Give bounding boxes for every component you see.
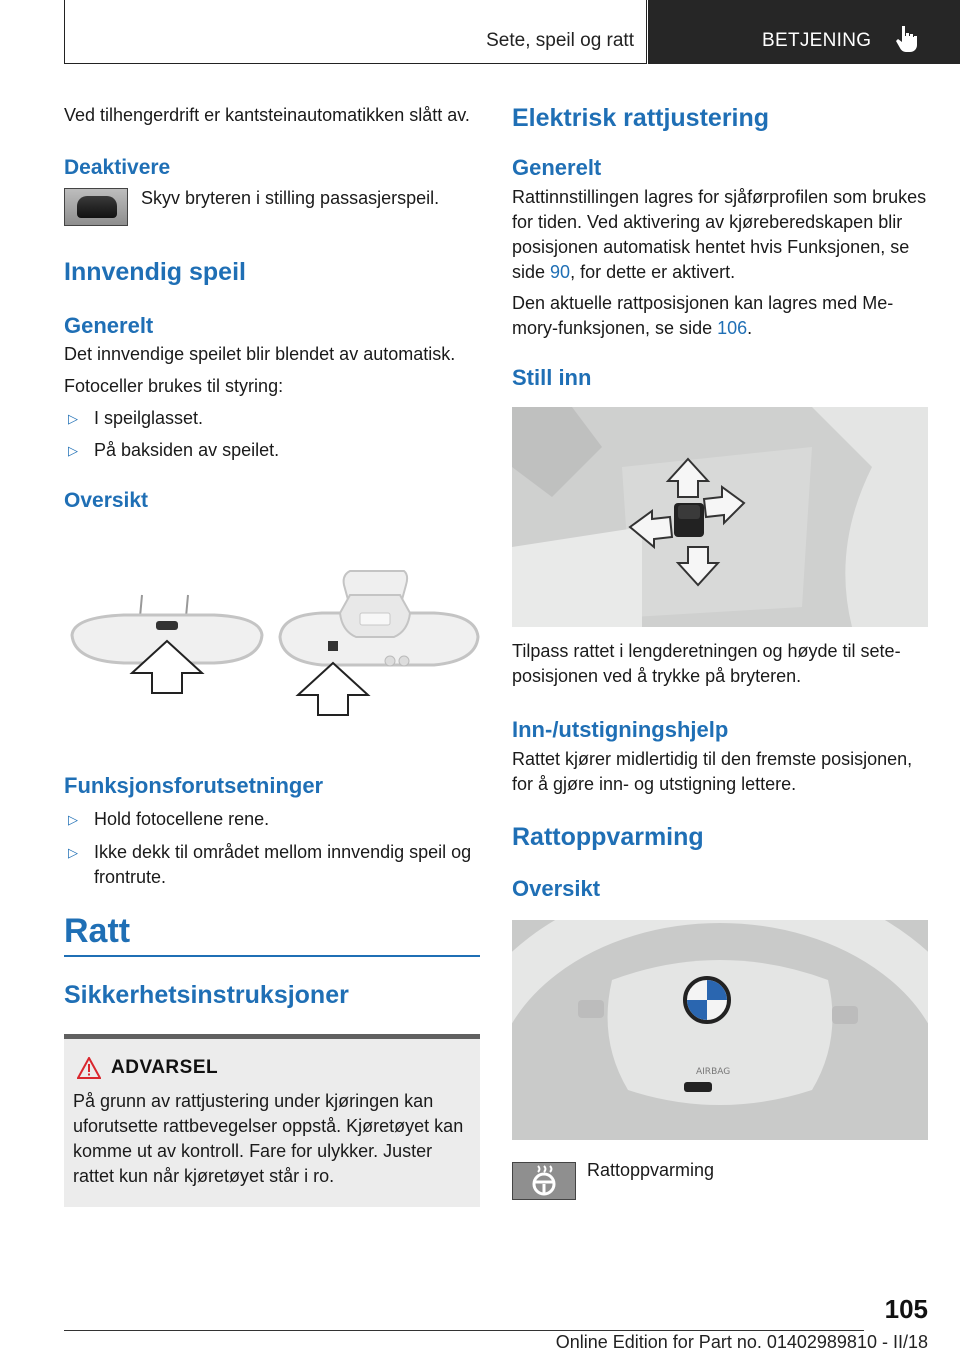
heating-label: Rattoppvarming xyxy=(587,1160,715,1180)
warning-box xyxy=(64,1034,480,1207)
elec-heading: Elektrisk rattjustering xyxy=(512,104,770,132)
steering-heat-icon xyxy=(512,1162,576,1200)
entry-heading: Inn-/utstigningshjelp xyxy=(512,717,729,742)
section-tab xyxy=(64,0,647,64)
steering-wheel-photo xyxy=(512,920,928,1140)
warning-text: På grunn av rattjustering under kjøringen kan uforutsette rattbevegelser oppstå. Kjøretøyet kan komme ut av kontroll. Fare for ulykker. Juster rattet kun når kjøretøyet står i ro. xyxy=(73,1091,464,1186)
edition-text: Online Edition for Part no. 01402989810 - II/18 xyxy=(555,1332,928,1352)
page-link[interactable]: 90 xyxy=(550,262,571,282)
heating-overview-heading: Oversikt xyxy=(512,876,601,901)
list-item: ▷ På baksiden av speilet. xyxy=(68,440,280,460)
intro-text: Ved tilhengerdrift er kantsteinautomatikken slått av. xyxy=(64,105,470,125)
svg-text:AIRBAG: AIRBAG xyxy=(696,1067,731,1077)
mirror-general-text: Det innvendige speilet blir blendet av automatisk. xyxy=(64,344,456,364)
page-number: 105 xyxy=(884,1294,928,1324)
deactivate-row xyxy=(64,186,480,228)
heating-heading: Rattoppvarming xyxy=(512,823,704,851)
elec-general-text-1: Rattinnstillingen lagres for sjåførprofilen som brukes for tiden. Ved aktivering av kjøreberedskapen blir posisjonen automatisk hentet hvis Funksjonen, se side 90, for dette er aktivert. xyxy=(512,187,927,282)
heading-rule xyxy=(64,955,480,957)
ratt-heading: Ratt xyxy=(64,912,131,950)
adjust-heading: Still inn xyxy=(512,365,592,390)
list-item: ▷ I speilglasset. xyxy=(68,408,204,428)
chapter-tab xyxy=(648,0,960,64)
steering-adjust-photo xyxy=(512,407,928,627)
list-item: ▷ Hold fotocellene rene. xyxy=(68,809,270,829)
prereq-heading: Funksjonsforutsetninger xyxy=(64,773,324,798)
entry-text: Rattet kjører midlertidig til den fremste posisjonen, for å gjøre inn- og utstigning lettere. xyxy=(512,749,913,794)
deactivate-text: Skyv bryteren i stilling passasjerspeil. xyxy=(141,188,440,208)
photocell-text: Fotoceller brukes til styring: xyxy=(64,376,284,396)
adjust-text: Tilpass rattet i lengderetningen og høyde til seteposisjonen ved å trykke på bryteren. xyxy=(512,641,901,686)
chapter-title: BETJENING xyxy=(762,30,872,51)
elec-general-text-2: Den aktuelle rattposisjonen kan lagres med Memory-funksjonen, se side 106. xyxy=(512,293,894,338)
footer-rule xyxy=(64,1330,864,1331)
page-header xyxy=(0,0,960,66)
right-column xyxy=(512,100,928,1204)
safety-heading: Sikkerhetsinstruksjoner xyxy=(64,981,349,1009)
left-column xyxy=(64,100,480,1207)
warning-title: ADVARSEL xyxy=(111,1057,219,1078)
heating-row xyxy=(512,1162,928,1204)
mirror-general-heading: Generelt xyxy=(64,313,154,338)
overview-heading: Oversikt xyxy=(64,489,149,512)
section-title: Sete, speil og ratt xyxy=(486,30,634,51)
mirror-illustration xyxy=(64,523,480,755)
page-link[interactable]: 106 xyxy=(717,318,748,338)
warning-triangle-icon xyxy=(77,1057,101,1079)
deactivate-heading: Deaktivere xyxy=(64,156,171,179)
list-item: ▷ Ikke dekk til området mellom innvendig speil og frontrute. xyxy=(68,842,472,887)
elec-general-heading: Generelt xyxy=(512,155,602,180)
switch-image xyxy=(64,188,128,226)
hand-pointer-icon xyxy=(896,24,918,52)
mirror-heading: Innvendig speil xyxy=(64,258,246,286)
